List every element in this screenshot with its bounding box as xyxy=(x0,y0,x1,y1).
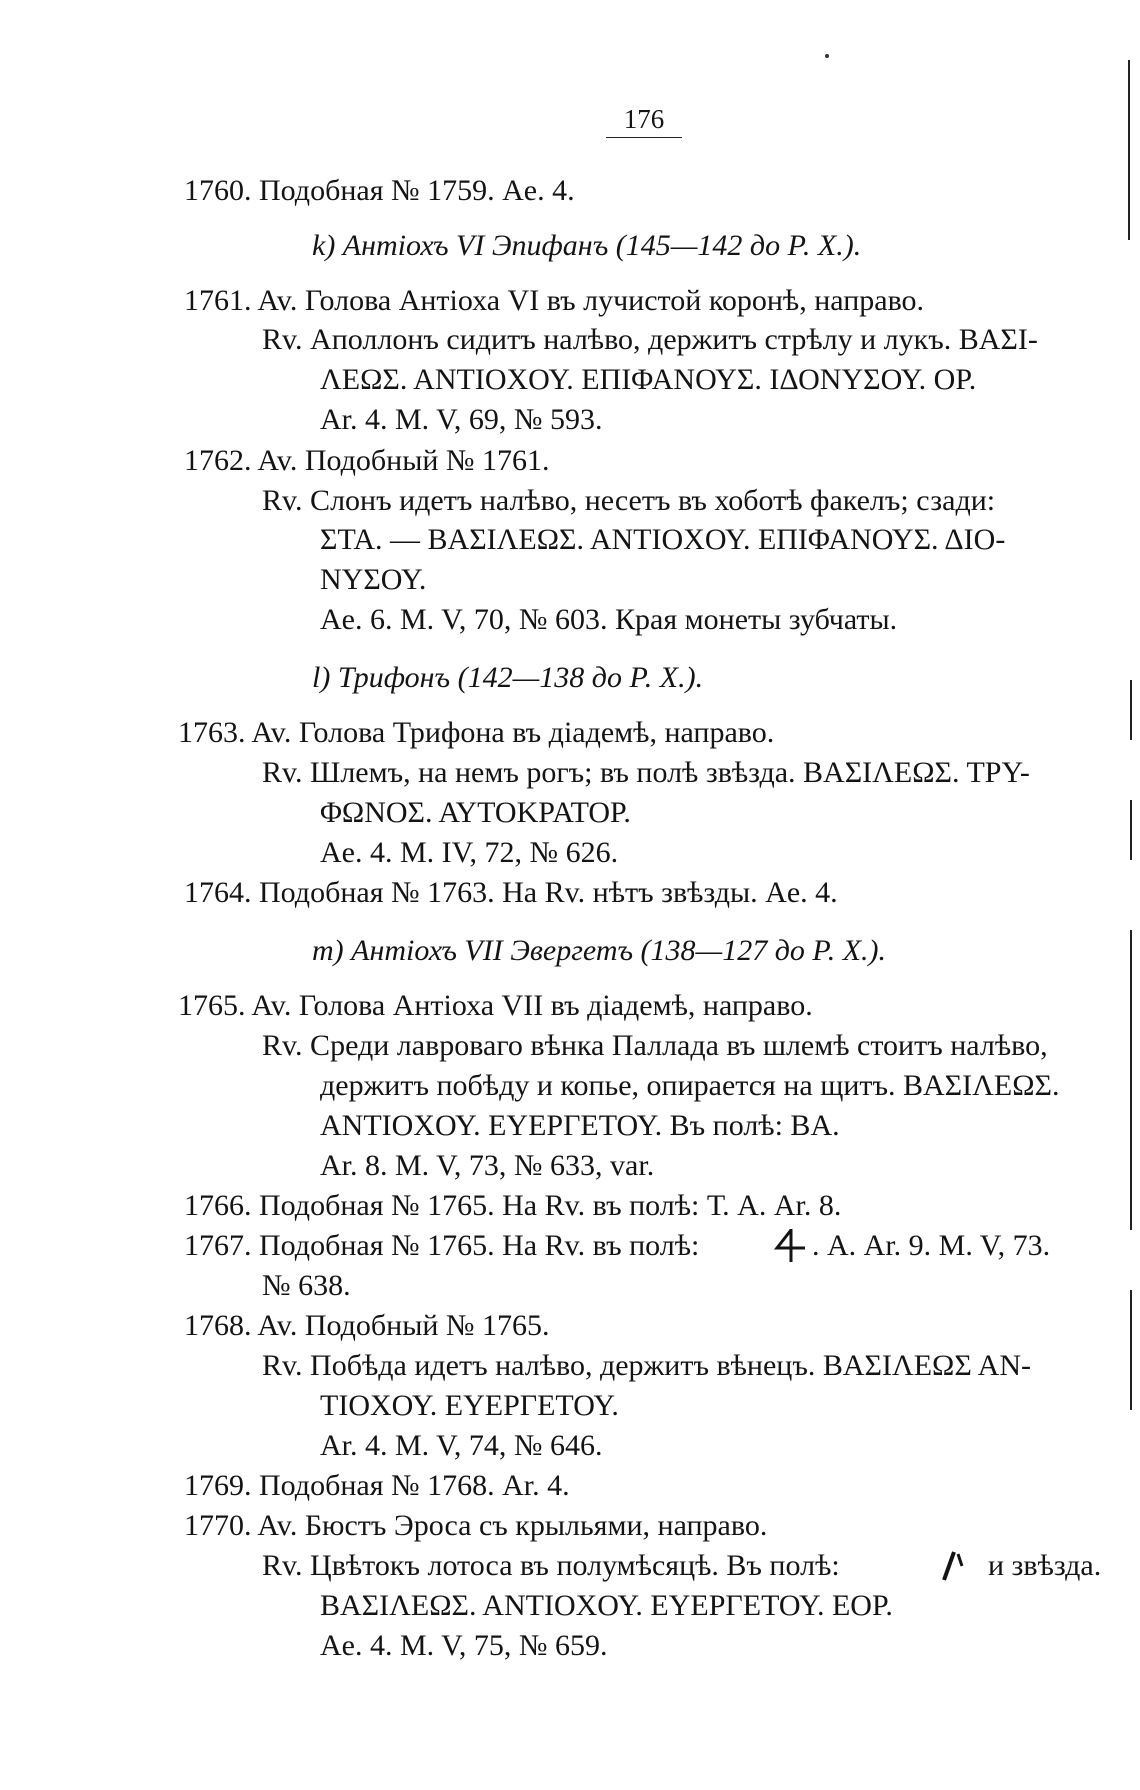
entry-1767-ref: № 638. xyxy=(262,1269,351,1302)
entry-1762-av: 1762. Av. Подобный № 1761. xyxy=(184,444,550,477)
entry-1763-ref: Ae. 4. M. IV, 72, № 626. xyxy=(320,836,619,869)
margin-rule xyxy=(1130,800,1132,860)
entry-1770-av: 1770. Av. Бюстъ Эроса съ крыльями, направо. xyxy=(184,1509,768,1542)
entry-1765-legend: ΑΝΤΙΟΧΟΥ. ΕΥΕΡΓΕΤΟΥ. Въ полѣ: ΒΑ. xyxy=(320,1109,840,1142)
entry-1769-line: 1769. Подобная № 1768. Ar. 4. xyxy=(184,1469,570,1502)
entry-1765-ref: Ar. 8. M. V, 73, № 633, var. xyxy=(320,1149,655,1182)
entry-1762-legend: ΣΤΑ. — ΒΑΣΙΛΕΩΣ. ΑΝΤΙΟΧΟΥ. ΕΠΙΦΑΝΟΥΣ. ΔΙΟ- xyxy=(320,523,1006,556)
entry-1764-line: 1764. Подобная № 1763. На Rv. нѣтъ звѣзды. Ae. 4. xyxy=(184,876,838,909)
entry-1770-rv: Rv. Цвѣтокъ лотоса въ полумѣсяцѣ. Въ полѣ: xyxy=(262,1549,840,1582)
scan-speck xyxy=(825,54,829,58)
entry-1765-rv-cont: держитъ побѣду и копье, опирается на щитъ. ΒΑΣΙΛΕΩΣ. xyxy=(320,1069,1060,1102)
monogram-symbol-icon xyxy=(773,1226,809,1264)
entry-1768-rv: Rv. Побѣда идетъ налѣво, держитъ вѣнецъ. ΒΑΣΙΛΕΩΣ ΑΝ- xyxy=(262,1349,1031,1382)
margin-rule xyxy=(1130,930,1132,1230)
entry-1765-rv: Rv. Среди лавроваго вѣнка Паллада въ шлемѣ стоитъ налѣво, xyxy=(262,1029,1048,1062)
entry-1767-line-cont: . А. Ar. 9. M. V, 73. xyxy=(812,1229,1051,1262)
entry-1768-legend: ΤΙΟΧΟΥ. ΕΥΕΡΓΕΤΟΥ. xyxy=(320,1389,619,1422)
entry-1763-legend: ΦΩΝΟΣ. ΑΥΤΟΚΡΑΤΟΡ. xyxy=(320,796,631,829)
entry-1761-legend: ΛΕΩΣ. ΑΝΤΙΟΧΟΥ. ΕΠΙΦΑΝΟΥΣ. ΙΔΟΝΥΣΟΥ. ΟΡ. xyxy=(320,363,977,396)
entry-1763-av: 1763. Av. Голова Трифона въ діадемѣ, направо. xyxy=(178,716,775,749)
entry-1763-rv: Rv. Шлемъ, на немъ рогъ; въ полѣ звѣзда. ΒΑΣΙΛΕΩΣ. ΤΡΥ- xyxy=(262,756,1030,789)
entry-1766-line: 1766. Подобная № 1765. На Rv. въ полѣ: Т. А. Ar. 8. xyxy=(184,1189,842,1222)
section-heading-k: k) Антіохъ VI Эпифанъ (145—142 до Р. Х.). xyxy=(312,229,862,262)
section-heading-m: m) Антіохъ VII Эвергетъ (138—127 до Р. Х.). xyxy=(312,934,887,967)
entry-1762-ref: Ae. 6. M. V, 70, № 603. Края монеты зубчаты. xyxy=(320,603,898,636)
entry-1770-legend: ΒΑΣΙΛΕΩΣ. ΑΝΤΙΟΧΟΥ. ΕΥΕΡΓΕΤΟΥ. ΕΟΡ. xyxy=(320,1589,893,1622)
page-number: 176 xyxy=(606,104,682,138)
margin-rule xyxy=(1128,60,1130,240)
entry-1765-av: 1765. Av. Голова Антіоха VII въ діадемѣ, направо. xyxy=(178,989,813,1022)
entry-1761-ref: Ar. 4. M. V, 69, № 593. xyxy=(320,403,603,436)
entry-1768-av: 1768. Av. Подобный № 1765. xyxy=(184,1309,550,1342)
monogram-symbol-icon xyxy=(938,1546,966,1584)
entry-1767-line: 1767. Подобная № 1765. На Rv. въ полѣ: xyxy=(184,1229,700,1262)
entry-1770-ref: Ae. 4. M. V, 75, № 659. xyxy=(320,1629,608,1662)
entry-1768-ref: Ar. 4. M. V, 74, № 646. xyxy=(320,1429,603,1462)
margin-rule xyxy=(1130,1290,1132,1410)
section-heading-l: l) Трифонъ (142—138 до Р. Х.). xyxy=(312,661,704,694)
entry-1761-rv: Rv. Аполлонъ сидитъ налѣво, держитъ стрѣлу и лукъ. ΒΑΣΙ- xyxy=(262,323,1038,356)
margin-rule xyxy=(1130,680,1132,740)
entry-1762-rv: Rv. Слонъ идетъ налѣво, несетъ въ хоботѣ факелъ; сзади: xyxy=(262,484,996,517)
entry-1762-legend-cont: ΝΥΣΟΥ. xyxy=(320,563,427,596)
entry-1761-av: 1761. Av. Голова Антіоха VI въ лучистой коронѣ, направо. xyxy=(184,284,925,317)
entry-1770-rv-cont: и звѣзда. xyxy=(988,1549,1102,1582)
entry-1760-line: 1760. Подобная № 1759. Ae. 4. xyxy=(184,174,575,207)
